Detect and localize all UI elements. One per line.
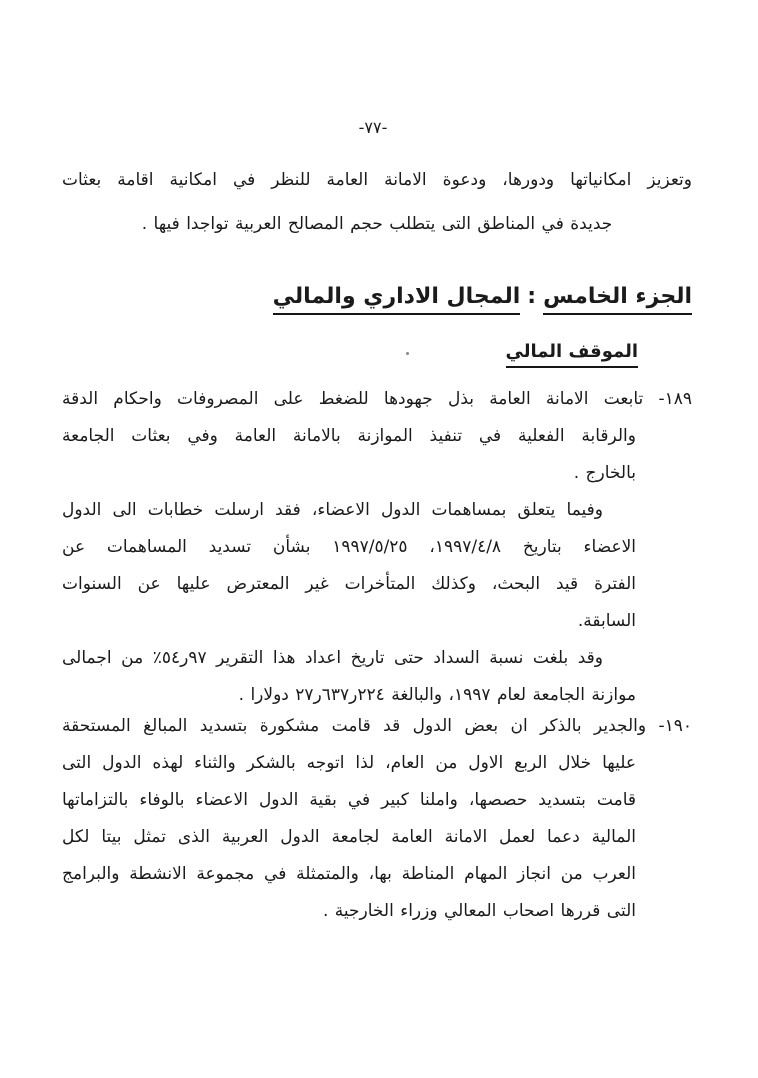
paragraph-line: عليها خلال الربع الاول من العام، لذا اتوجه بالشكر والثناء لهذه الدول التى xyxy=(62,753,636,773)
intro-line: جديدة في المناطق التى يتطلب حجم المصالح العربية تواجدا فيها . xyxy=(141,214,613,234)
scan-artifact-dot xyxy=(406,352,409,355)
paragraph-line: موازنة الجامعة لعام ١٩٩٧، والبالغة ٢٢٤ر٦٣٧ر٢٧ دولارا . xyxy=(238,685,636,705)
page-number: -٧٧- xyxy=(358,118,388,137)
section-heading xyxy=(62,282,692,312)
paragraph-line: العرب من انجاز المهام المناطة بها، والمتمثلة في مجموعة الانشطة والبرامج xyxy=(62,864,636,884)
heading-separator: : xyxy=(527,284,537,309)
paragraph-line: الفترة قيد البحث، وكذلك المتأخرات غير المعترض عليها عن السنوات xyxy=(62,574,636,594)
paragraph-190 xyxy=(62,708,692,930)
intro-line: وتعزيز امكانياتها ودورها، ودعوة الامانة العامة للنظر في امكانية اقامة بعثات xyxy=(62,170,692,190)
paragraph-line: المالية دعما لعمل الامانة العامة لجامعة الدول العربية الذى تمثل بيتا لكل xyxy=(62,827,636,847)
paragraph-line: والرقابة الفعلية في تنفيذ الموازنة بالامانة العامة وفي بعثات الجامعة xyxy=(62,426,636,446)
heading-part-label: الجزء الخامس xyxy=(543,284,692,315)
heading-title: المجال الاداري والمالي xyxy=(273,284,521,315)
paragraph-line: التى قررها اصحاب المعالي وزراء الخارجية . xyxy=(322,901,636,921)
paragraph-189 xyxy=(62,381,692,714)
paragraph-line: وقد بلغت نسبة السداد حتى تاريخ اعداد هذا التقرير ٩٧ر٥٤٪ من اجمالى xyxy=(62,648,603,668)
paragraph-line: السابقة. xyxy=(577,611,636,631)
paragraph-line: بالخارج . xyxy=(573,463,636,483)
paragraph-line: ١٨٩- تابعت الامانة العامة بذل جهودها للضغط على المصروفات واحكام الدقة xyxy=(62,389,692,409)
paragraph-line: وفيما يتعلق بمساهمات الدول الاعضاء، فقد ارسلت خطابات الى الدول xyxy=(62,500,603,520)
paragraph-line: قامت بتسديد حصصها، واملنا كبير في بقية الدول الاعضاء بالوفاء بالتزاماتها xyxy=(62,790,636,810)
intro-paragraph xyxy=(62,158,692,246)
subsection-heading-label: الموقف المالي xyxy=(506,341,639,368)
subsection-heading xyxy=(506,339,639,365)
paragraph-line: الاعضاء بتاريخ ١٩٩٧/٤/٨، ١٩٩٧/٥/٢٥ بشأن تسديد المساهمات عن xyxy=(62,537,636,557)
paragraph-line: ١٩٠- والجدير بالذكر ان بعض الدول قد قامت مشكورة بتسديد المبالغ المستحقة xyxy=(62,716,692,736)
